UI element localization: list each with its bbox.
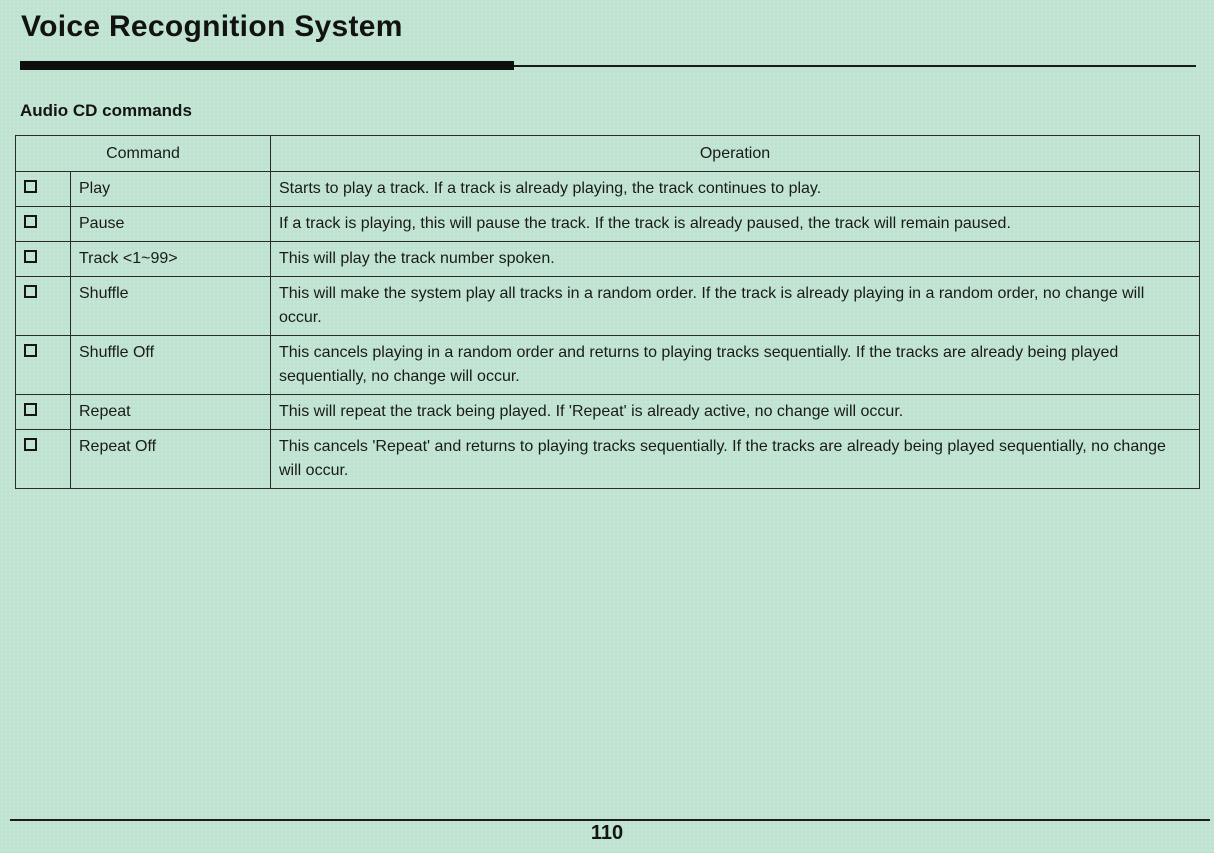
table-row: [16, 242, 1200, 277]
table-row: [16, 172, 1200, 207]
checkbox-icon: [24, 215, 37, 228]
operation-cell: Starts to play a track. If a track is already playing, the track continues to play.: [271, 172, 1200, 207]
column-header-command: Command: [16, 136, 271, 172]
operation-cell: This cancels 'Repeat' and returns to playing tracks sequentially. If the tracks are already being played sequentially, no change will occur.: [271, 430, 1200, 489]
footer-rule: [10, 819, 1210, 821]
page-title: Voice Recognition System: [21, 10, 403, 43]
checkbox-icon: [24, 285, 37, 298]
operation-cell: This cancels playing in a random order and returns to playing tracks sequentially. If the tracks are already being played sequentially, no change will occur.: [271, 336, 1200, 395]
table-header-row: [16, 136, 1200, 172]
command-cell: Pause: [71, 207, 271, 242]
section-heading: Audio CD commands: [20, 101, 192, 120]
operation-cell: If a track is playing, this will pause the track. If the track is already paused, the track will remain paused.: [271, 207, 1200, 242]
command-cell: Shuffle: [71, 277, 271, 336]
command-cell: Repeat Off: [71, 430, 271, 489]
command-cell: Repeat: [71, 395, 271, 430]
command-cell: Play: [71, 172, 271, 207]
checkbox-icon: [24, 438, 37, 451]
command-cell: Shuffle Off: [71, 336, 271, 395]
table-row: [16, 207, 1200, 242]
operation-cell: This will play the track number spoken.: [271, 242, 1200, 277]
checkbox-icon: [24, 403, 37, 416]
column-header-operation: Operation: [271, 136, 1200, 172]
checkbox-icon: [24, 250, 37, 263]
commands-table: [15, 135, 1200, 489]
table-row: [16, 395, 1200, 430]
checkbox-icon: [24, 344, 37, 357]
page-number: 110: [590, 822, 624, 844]
operation-cell: This will repeat the track being played. If 'Repeat' is already active, no change will occur.: [271, 395, 1200, 430]
command-cell: Track <1~99>: [71, 242, 271, 277]
checkbox-icon: [24, 180, 37, 193]
title-rule-accent: [20, 61, 514, 70]
table-row: [16, 336, 1200, 395]
operation-cell: This will make the system play all tracks in a random order. If the track is already playing in a random order, no change will occur.: [271, 277, 1200, 336]
table-row: [16, 277, 1200, 336]
table-row: [16, 430, 1200, 489]
